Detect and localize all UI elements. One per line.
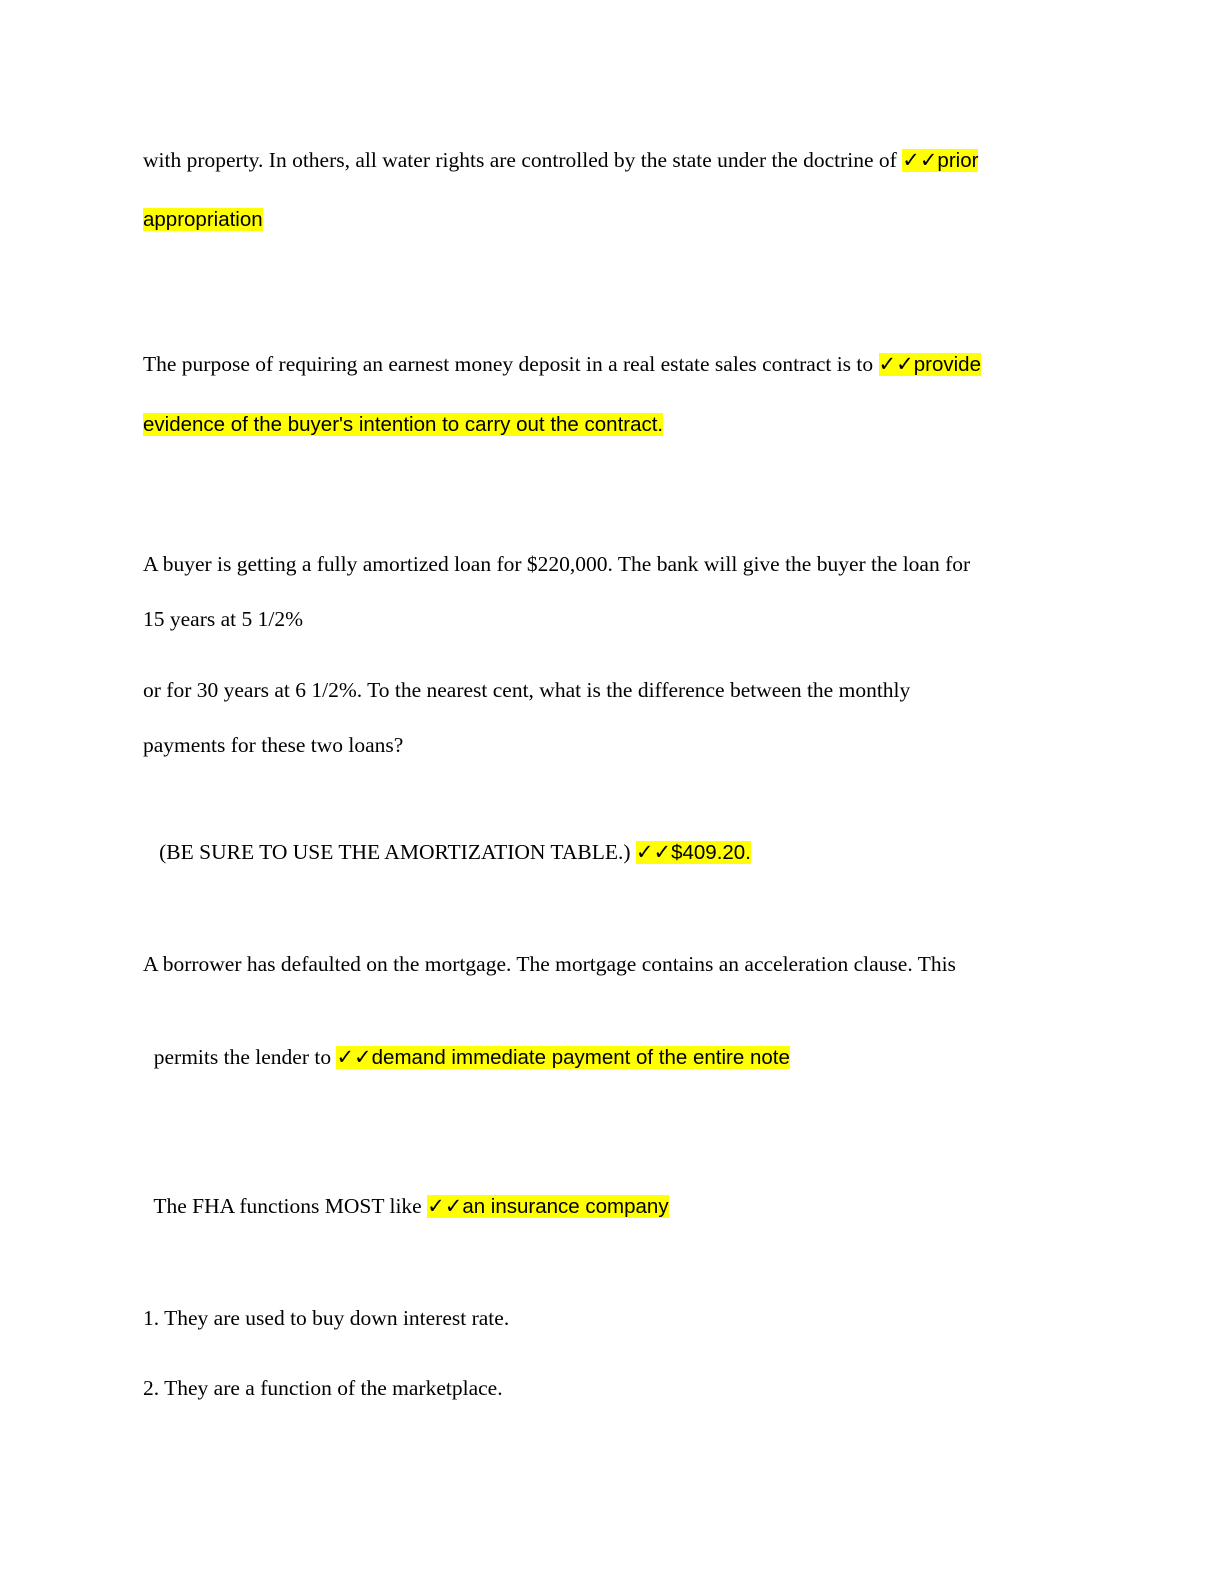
answer-highlight	[636, 841, 751, 864]
double-check-icon: ✓✓	[336, 1045, 372, 1069]
double-check-icon: ✓✓	[427, 1194, 463, 1218]
acceleration-text: permits the lender to	[153, 1045, 337, 1069]
answer-highlight	[336, 1046, 789, 1069]
amortization-table-note: (BE SURE TO USE THE AMORTIZATION TABLE.)	[153, 840, 636, 864]
answer-text: demand immediate payment of the entire note	[371, 1046, 790, 1069]
amortized-line-1: A buyer is getting a fully amortized loan for $220,000. The bank will give the buyer the loan for	[143, 552, 971, 576]
answer-text: prior	[937, 149, 979, 172]
answer-text: provide	[913, 353, 981, 376]
water-rights-text: with property. In others, all water rights are controlled by the state under the doctrine of	[143, 148, 903, 172]
earnest-money-line-2	[143, 407, 663, 442]
double-check-icon: ✓✓	[635, 840, 672, 864]
answer-highlight	[879, 353, 981, 376]
water-rights-line-1	[143, 143, 978, 178]
answer-highlight: appropriation	[143, 208, 263, 231]
answer-text: $409.20.	[671, 841, 751, 864]
acceleration-line-2	[143, 1006, 790, 1075]
amortized-line-2: 15 years at 5 1/2%	[143, 607, 304, 631]
amortized-line-3: or for 30 years at 6 1/2%. To the nearest cent, what is the difference between the monthly	[143, 678, 911, 702]
list-item: 2. They are a function of the marketplace.	[143, 1376, 503, 1400]
water-rights-line-2	[143, 202, 263, 237]
fha-text: The FHA functions MOST like	[153, 1194, 428, 1218]
list-item: 1. They are used to buy down interest rate.	[143, 1306, 510, 1330]
answer-highlight: evidence of the buyer's intention to carry out the contract.	[143, 413, 664, 436]
double-check-icon: ✓✓	[902, 148, 938, 172]
double-check-icon: ✓✓	[878, 352, 914, 376]
amortized-line-4: payments for these two loans?	[143, 733, 404, 757]
fha-line-1	[143, 1155, 669, 1224]
earnest-money-line-1	[143, 347, 981, 382]
answer-highlight	[427, 1195, 668, 1218]
answer-highlight	[902, 149, 978, 172]
earnest-money-text: The purpose of requiring an earnest money deposit in a real estate sales contract is to	[143, 352, 879, 376]
answer-text: an insurance company	[462, 1195, 669, 1218]
acceleration-line-1: A borrower has defaulted on the mortgage. The mortgage contains an acceleration clause. This	[143, 952, 956, 976]
amortized-line-5	[143, 801, 751, 870]
